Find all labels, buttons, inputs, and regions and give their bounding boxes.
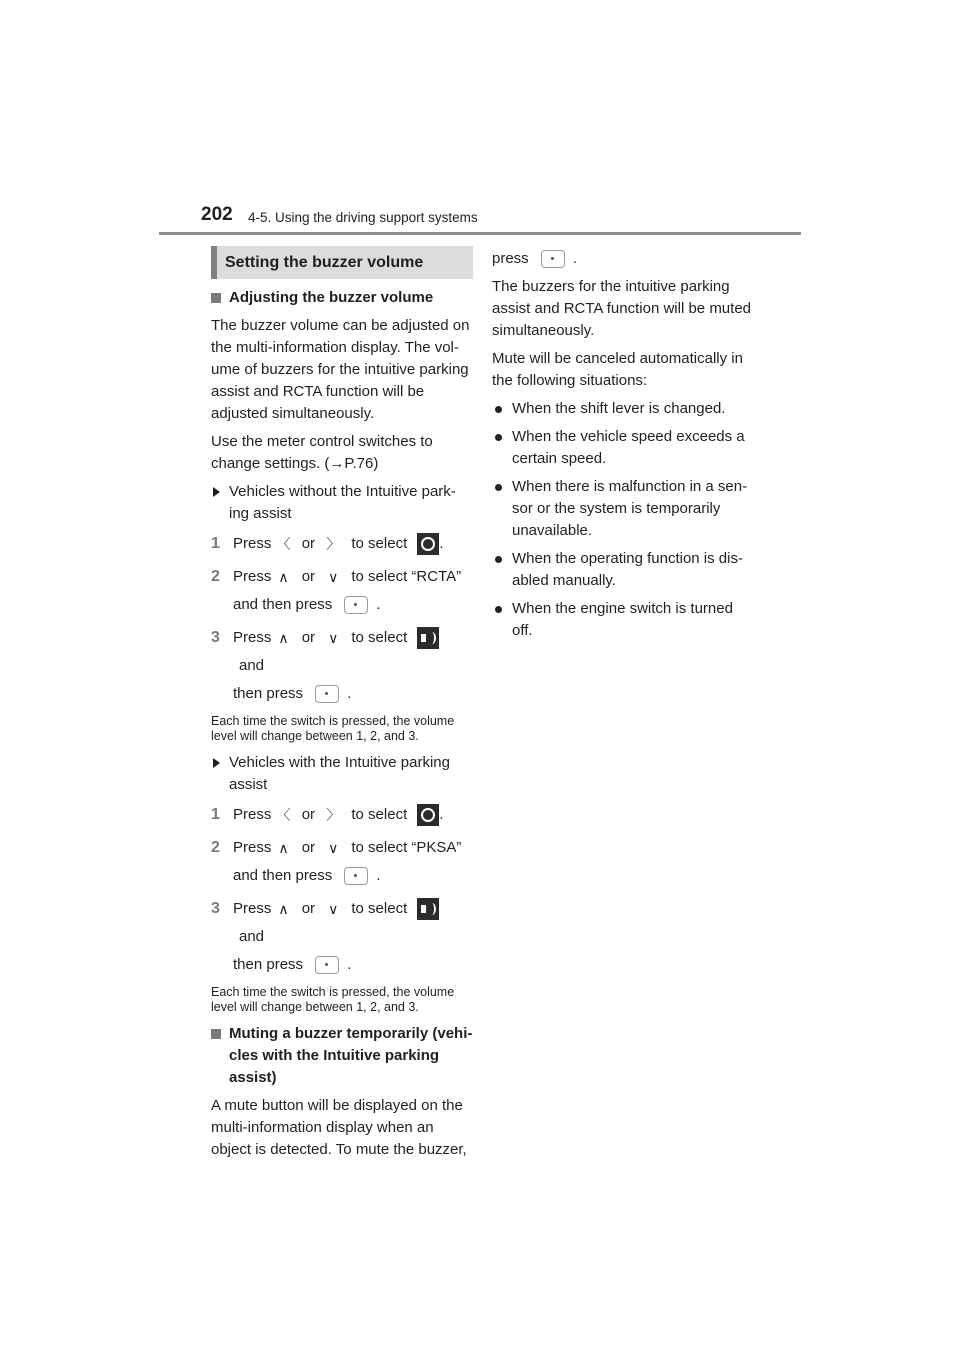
page-number: 202	[201, 204, 233, 225]
press-text: Press	[233, 839, 272, 857]
dot-bullet-icon	[495, 434, 502, 441]
then-press-text: then press	[233, 956, 304, 974]
left-chevron-icon: 〈	[276, 807, 291, 824]
or-text: or	[301, 839, 316, 857]
mute-cancel-text: When the operating function is dis-abled manually.	[512, 550, 743, 589]
rcta-select-text: to select “RCTA”	[351, 568, 462, 586]
settings-gear-icon	[417, 533, 439, 555]
group1-title-text: Vehicles without the Intuitive park-ing assist	[229, 483, 456, 522]
dot-bullet-icon	[495, 484, 502, 491]
or-text: or	[301, 629, 316, 647]
g1-step-1	[211, 533, 473, 558]
mute-cancel-item	[492, 398, 754, 420]
adjusting-heading-text: Adjusting the buzzer volume	[229, 289, 434, 306]
press-text: Press	[233, 535, 272, 552]
step-number: 1	[211, 806, 220, 824]
right-chevron-icon: 〉	[326, 536, 341, 553]
volume-note: Each time the switch is pressed, the volume level will change between 1, 2, and 3.	[211, 714, 455, 744]
then-press-text: then press	[233, 685, 304, 703]
square-bullet-icon	[211, 1029, 221, 1039]
step-number: 2	[211, 839, 220, 857]
up-chevron-icon: ∧	[278, 840, 289, 857]
chapter-title: 4-5. Using the driving support systems	[248, 210, 478, 225]
muting-heading-text: Muting a buzzer temporarily (vehi-cles with the Intuitive parking assist)	[229, 1025, 473, 1087]
g1-step-2	[211, 566, 473, 619]
period: .	[347, 956, 352, 974]
mute-cancel-item	[492, 426, 754, 470]
period: .	[376, 867, 381, 885]
g2-step-3	[211, 898, 473, 979]
step-number: 2	[211, 568, 220, 586]
period: .	[439, 535, 444, 552]
adjusting-heading	[211, 287, 473, 309]
group2-title	[211, 752, 473, 796]
group2-title-text: Vehicles with the Intuitive parking assist	[229, 754, 450, 794]
mute-cancel-item	[492, 548, 754, 592]
and-text: and	[239, 928, 265, 946]
down-chevron-icon: ∨	[328, 840, 339, 857]
ok-button-icon	[344, 596, 368, 614]
dot-bullet-icon	[495, 556, 502, 563]
up-chevron-icon: ∧	[278, 630, 289, 647]
volume-note: Each time the switch is pressed, the volume level will change between 1, 2, and 3.	[211, 985, 455, 1015]
to-select-text: to select	[351, 900, 408, 918]
mute-cancel-text: When the vehicle speed exceeds a certain speed.	[512, 428, 745, 467]
muting-para1: A mute button will be displayed on the multi-information display when an object is detected. To mute the buzzer,	[211, 1097, 467, 1159]
ok-button-icon	[344, 867, 368, 885]
section-title: Setting the buzzer volume	[211, 246, 473, 279]
ok-button-icon	[315, 956, 339, 974]
adjusting-para1: The buzzer volume can be adjusted on the multi-information display. The vol-ume of buzzers for the intuitive parking assist and RCTA function will be adjusted simultaneously.	[211, 317, 470, 422]
mute-cancel-item	[492, 476, 754, 542]
press-text: Press	[233, 629, 272, 647]
period: .	[347, 685, 352, 703]
or-text: or	[301, 806, 316, 824]
square-bullet-icon	[211, 293, 221, 303]
mute-cancel-item	[492, 598, 754, 642]
g2-step-1	[211, 804, 473, 829]
step-number: 1	[211, 535, 220, 552]
press-text: press	[492, 250, 529, 267]
down-chevron-icon: ∨	[328, 569, 339, 586]
pksa-select-text: to select “PKSA”	[351, 839, 462, 857]
left-column	[211, 246, 473, 1167]
g1-step-3	[211, 627, 473, 708]
period: .	[439, 806, 444, 824]
speaker-icon	[417, 898, 439, 920]
period: .	[572, 250, 578, 267]
to-select-text: to select	[351, 535, 408, 552]
to-select-text: to select	[351, 629, 408, 647]
adjusting-para2: Use the meter control switches to change settings. (→P.76)	[211, 433, 433, 472]
up-chevron-icon: ∧	[278, 569, 289, 586]
to-select-text: to select	[351, 806, 408, 824]
muting-heading	[211, 1023, 473, 1089]
down-chevron-icon: ∨	[328, 901, 339, 918]
press-text: Press	[233, 806, 272, 824]
triangle-bullet-icon	[213, 758, 220, 768]
dot-bullet-icon	[495, 606, 502, 613]
or-text: or	[301, 900, 316, 918]
speaker-icon	[417, 627, 439, 649]
period: .	[376, 596, 381, 614]
mute-cancel-text: When the shift lever is changed.	[512, 400, 726, 417]
ok-button-icon	[315, 685, 339, 703]
step-number: 3	[211, 900, 220, 918]
down-chevron-icon: ∨	[328, 630, 339, 647]
mute-cancel-text: When the engine switch is turned off.	[512, 600, 733, 639]
or-text: or	[301, 568, 316, 586]
mute-cancel-text: When there is malfunction in a sen-sor or the system is temporarily unavailable.	[512, 478, 748, 539]
and-then-press-text: and then press	[233, 867, 333, 885]
press-text: Press	[233, 568, 272, 586]
ok-button-icon	[541, 250, 565, 268]
step-number: 3	[211, 629, 220, 647]
press-text: Press	[233, 900, 272, 918]
dot-bullet-icon	[495, 406, 502, 413]
left-chevron-icon: 〈	[276, 536, 291, 553]
g2-step-2	[211, 837, 473, 890]
up-chevron-icon: ∧	[278, 901, 289, 918]
muting-para2: The buzzers for the intuitive parking assist and RCTA function will be muted simultaneously.	[492, 278, 752, 339]
triangle-bullet-icon	[213, 487, 220, 497]
header-rule	[159, 232, 801, 235]
or-text: or	[301, 535, 316, 552]
settings-gear-icon	[417, 804, 439, 826]
right-chevron-icon: 〉	[326, 807, 341, 824]
muting-para3: Mute will be canceled automatically in the following situations:	[492, 350, 743, 389]
and-text: and	[239, 657, 265, 675]
right-column	[492, 248, 754, 648]
group1-title	[211, 481, 473, 525]
muting-press-line	[492, 248, 754, 270]
and-then-press-text: and then press	[233, 596, 333, 614]
